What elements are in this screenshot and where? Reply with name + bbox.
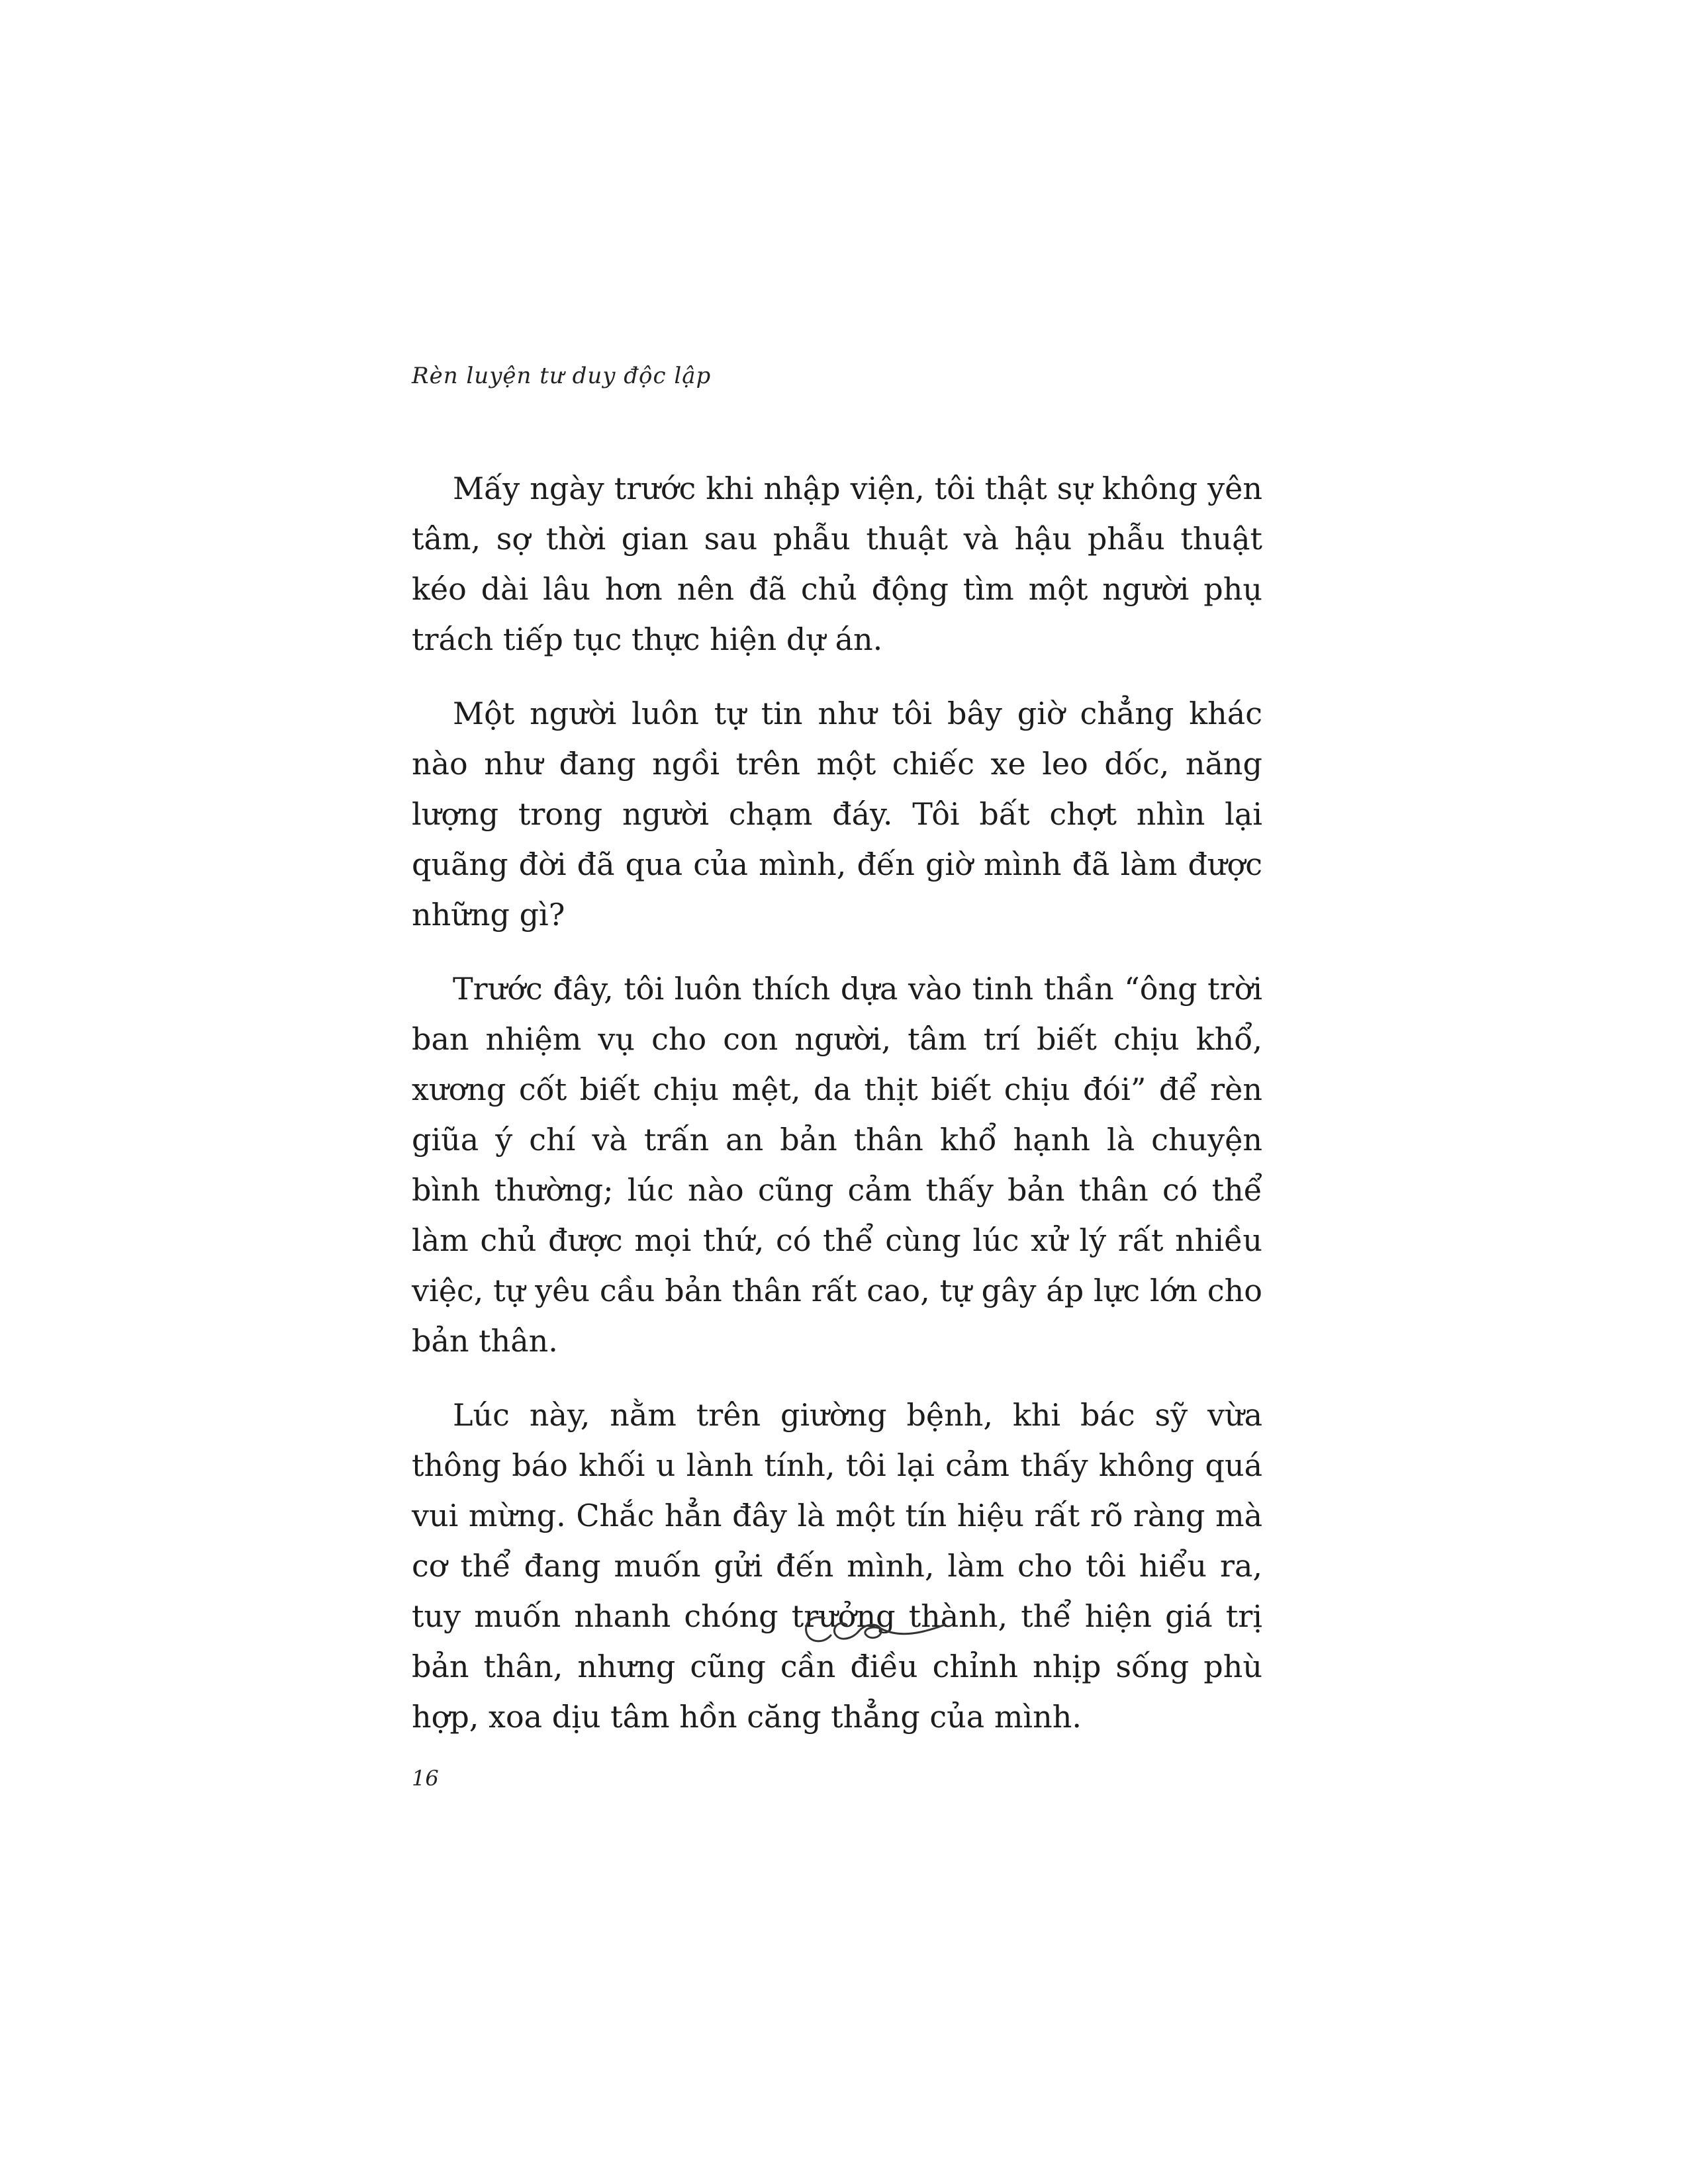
paragraph-4: Lúc này, nằm trên giường bệnh, khi bác sỹ vừa thông báo khối u lành tính, tôi lại cảm thấy không quá vui mừng. Chắc hẳn đây là một tín hiệu rất rõ ràng mà cơ thể đang muốn gửi đến mình, làm cho tôi hiểu ra, tuy muốn nhanh chóng trưởng thành, thể hiện giá trị bản thân, nhưng cũng cần điều chỉnh nhịp sống phù hợp, xoa dịu tâm hồn căng thẳng của mình. [412,1397,1262,1735]
running-header-title: Rèn luyện tư duy độc lập [412,363,712,389]
flourish-ornament-icon [798,1605,950,1651]
paragraph-3: Trước đây, tôi luôn thích dựa vào tinh thần “ông trời ban nhiệm vụ cho con người, tâm trí biết chịu khổ, xương cốt biết chịu mệt, da thịt biết chịu đói” để rèn giũa ý chí và trấn an bản thân khổ hạnh là chuyện bình thường; lúc nào cũng cảm thấy bản thân có thể làm chủ được mọi thứ, có thể cùng lúc xử lý rất nhiều việc, tự yêu cầu bản thân rất cao, tự gây áp lực lớn cho bản thân. [412,971,1262,1359]
page-number: 16 [412,1766,439,1791]
paragraph-1: Mấy ngày trước khi nhập viện, tôi thật sự không yên tâm, sợ thời gian sau phẫu thuật và hậu phẫu thuật kéo dài lâu hơn nên đã chủ động tìm một người phụ trách tiếp tục thực hiện dự án. [412,471,1262,657]
body-text [412,463,1262,1766]
paragraph-2: Một người luôn tự tin như tôi bây giờ chẳng khác nào như đang ngồi trên một chiếc xe leo dốc, năng lượng trong người chạm đáy. Tôi bất chợt nhìn lại quãng đời đã qua của mình, đến giờ mình đã làm được những gì? [412,696,1262,933]
